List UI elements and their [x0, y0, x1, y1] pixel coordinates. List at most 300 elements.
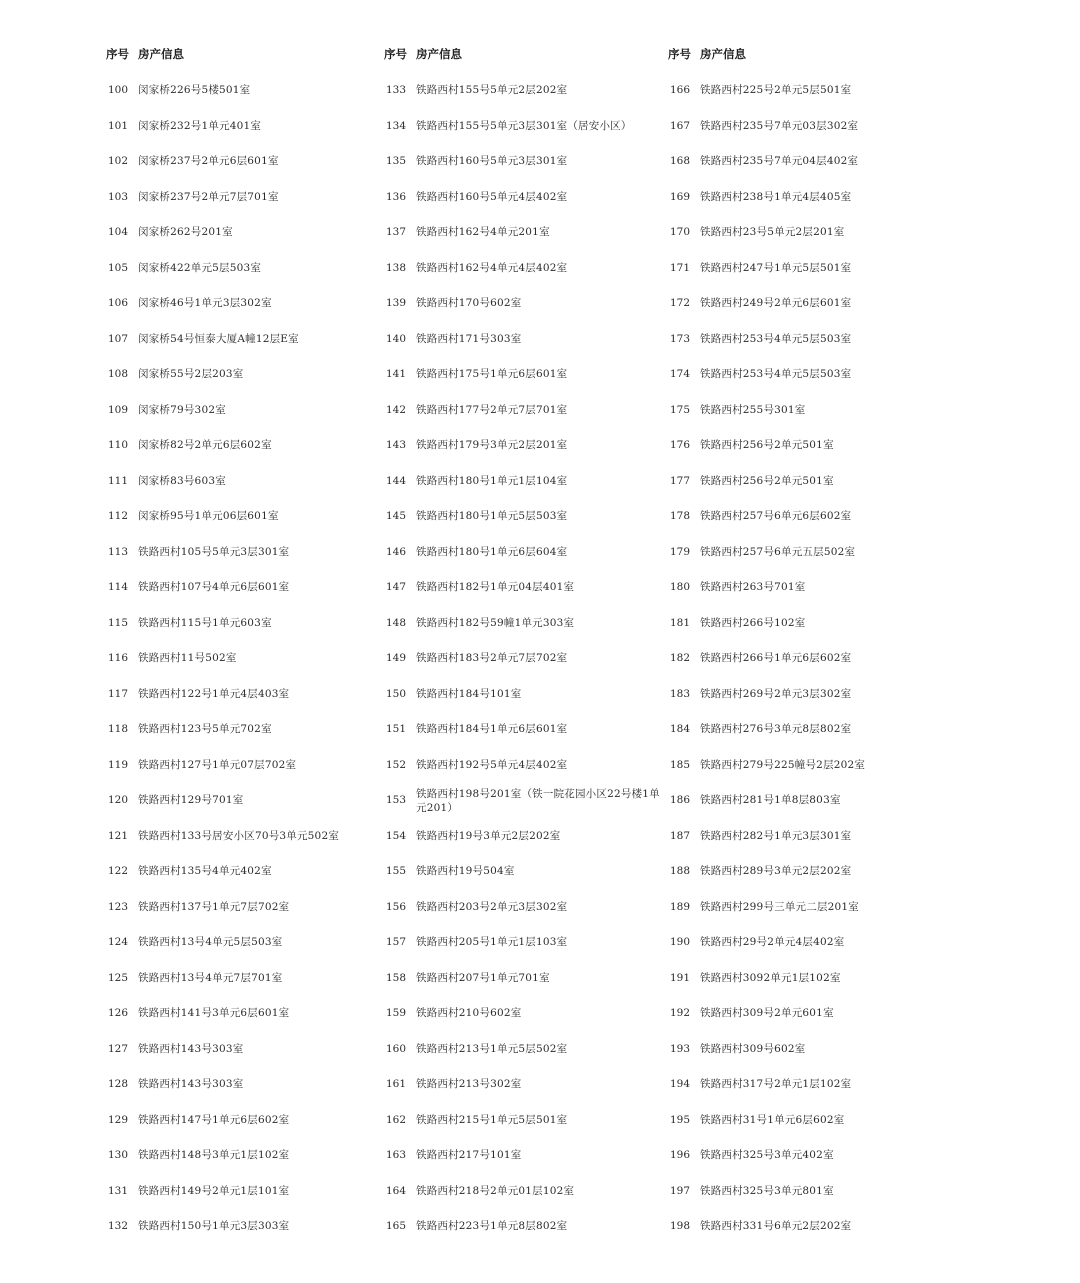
property-info: 闵家桥262号201室: [138, 226, 233, 238]
list-item: [662, 1103, 962, 1139]
serial-number: 144: [386, 474, 407, 487]
list-item: [100, 180, 370, 216]
list-item: [100, 215, 370, 251]
property-info: 铁路西村257号6单元6层602室: [700, 510, 852, 522]
property-info: 铁路西村257号6单元五层502室: [700, 545, 856, 558]
list-item: [100, 428, 370, 464]
property-info: 铁路西村31号1单元6层602室: [700, 1113, 845, 1126]
property-info: 铁路西村160号5单元3层301室: [416, 155, 568, 167]
serial-number-header: 序号: [668, 47, 691, 61]
property-info: 铁路西村253号4单元5层503室: [700, 368, 852, 380]
serial-number: 128: [108, 1078, 129, 1090]
property-info: 铁路西村253号4单元5层503室: [700, 332, 852, 345]
serial-number: 146: [386, 545, 407, 558]
property-info: 铁路西村331号6单元2层202室: [700, 1220, 852, 1232]
property-info: 铁路西村182号1单元04层401室: [416, 581, 575, 593]
serial-number: 152: [386, 758, 407, 771]
list-item: [662, 393, 962, 429]
list-item: [662, 464, 962, 500]
list-item: [100, 393, 370, 429]
list-item: [100, 890, 370, 926]
list-rows: [662, 73, 962, 1245]
serial-number: 135: [386, 155, 407, 167]
list-item: [662, 961, 962, 997]
list-item: [662, 535, 962, 571]
serial-number: 132: [108, 1220, 129, 1232]
serial-number: 150: [386, 687, 407, 700]
list-item: [100, 251, 370, 287]
property-info: 闵家桥237号2单元6层601室: [138, 155, 279, 167]
property-info: 铁路西村325号3单元402室: [700, 1149, 834, 1161]
property-info: 铁路西村162号4单元201室: [416, 226, 550, 238]
serial-number: 134: [386, 119, 407, 132]
list-rows: [378, 73, 663, 1245]
property-info: 铁路西村3092单元1层102室: [700, 971, 841, 984]
list-item: [100, 73, 370, 109]
list-item: [378, 712, 663, 748]
property-info: 铁路西村192号5单元4层402室: [416, 758, 568, 771]
property-info: 铁路西村115号1单元603室: [138, 616, 272, 629]
list-item: [100, 1138, 370, 1174]
property-info: 铁路西村213号1单元5层502室: [416, 1042, 568, 1055]
property-info: 铁路西村256号2单元501室: [700, 474, 834, 487]
property-info: 铁路西村256号2单元501室: [700, 439, 834, 451]
list-item: [378, 251, 663, 287]
serial-number: 101: [108, 119, 129, 132]
list-item: [378, 1174, 663, 1210]
serial-number: 151: [386, 723, 407, 735]
property-info: 闵家桥55号2层203室: [138, 368, 244, 380]
property-info: 铁路西村175号1单元6层601室: [416, 368, 568, 380]
property-info: 铁路西村133号居安小区70号3单元502室: [138, 829, 340, 842]
serial-number: 113: [108, 545, 129, 558]
serial-number: 160: [386, 1042, 407, 1055]
list-item: [662, 144, 962, 180]
list-item: [100, 748, 370, 784]
serial-number: 148: [386, 616, 407, 629]
list-item: [100, 677, 370, 713]
property-info: 铁路西村135号4单元402室: [138, 865, 272, 877]
list-item: [100, 641, 370, 677]
serial-number: 161: [386, 1078, 407, 1090]
property-info: 铁路西村309号602室: [700, 1042, 806, 1055]
serial-number: 131: [108, 1184, 129, 1197]
serial-number: 129: [108, 1113, 129, 1126]
property-info: 铁路西村266号102室: [700, 616, 806, 629]
serial-number: 181: [670, 616, 691, 629]
list-item: [378, 180, 663, 216]
list-item: [662, 677, 962, 713]
property-info: 铁路西村309号2单元601室: [700, 1007, 834, 1019]
serial-number: 137: [386, 226, 407, 238]
serial-number: 142: [386, 403, 407, 416]
property-info: 铁路西村282号1单元3层301室: [700, 829, 852, 842]
property-info: 闵家桥79号302室: [138, 403, 226, 416]
list-item: [662, 890, 962, 926]
list-item: [378, 1067, 663, 1103]
list-item: [100, 286, 370, 322]
property-info: 闵家桥46号1单元3层302室: [138, 297, 272, 309]
list-item: [378, 464, 663, 500]
serial-number: 125: [108, 971, 129, 984]
list-item: [100, 854, 370, 890]
serial-number: 126: [108, 1007, 129, 1019]
list-item: [100, 1032, 370, 1068]
list-item: [100, 322, 370, 358]
serial-number: 172: [670, 297, 691, 309]
list-item: [662, 854, 962, 890]
serial-number: 189: [670, 900, 691, 913]
list-item: [378, 1209, 663, 1245]
property-info: 铁路西村180号1单元5层503室: [416, 510, 568, 522]
serial-number: 108: [108, 368, 129, 380]
list-item: [378, 393, 663, 429]
property-info: 铁路西村184号101室: [416, 687, 522, 700]
list-item: [662, 1174, 962, 1210]
serial-number: 162: [386, 1113, 407, 1126]
list-item: [100, 925, 370, 961]
serial-number: 194: [670, 1078, 691, 1090]
serial-number: 119: [108, 758, 129, 771]
list-item: [662, 215, 962, 251]
list-item: [378, 890, 663, 926]
serial-number: 188: [670, 865, 691, 877]
serial-number: 145: [386, 510, 407, 522]
serial-number: 121: [108, 829, 129, 842]
serial-number: 133: [386, 84, 407, 96]
serial-number: 124: [108, 936, 129, 948]
property-info: 铁路西村160号5单元4层402室: [416, 190, 568, 203]
list-item: [100, 819, 370, 855]
serial-number: 118: [108, 723, 129, 735]
serial-number: 102: [108, 155, 129, 167]
serial-number: 176: [670, 439, 691, 451]
property-info: 铁路西村13号4单元5层503室: [138, 936, 283, 948]
list-item: [100, 570, 370, 606]
list-item: [100, 783, 370, 819]
list-item: [100, 1209, 370, 1245]
serial-number: 187: [670, 829, 691, 842]
property-info: 铁路西村255号301室: [700, 403, 806, 416]
serial-number: 193: [670, 1042, 691, 1055]
property-info-header: 房产信息: [416, 47, 462, 61]
serial-number: 143: [386, 439, 407, 451]
list-item: [662, 1138, 962, 1174]
serial-number: 168: [670, 155, 691, 167]
list-item: [100, 109, 370, 145]
serial-number: 195: [670, 1113, 691, 1126]
serial-number: 184: [670, 723, 691, 735]
serial-number: 159: [386, 1007, 407, 1019]
property-info: 铁路西村19号504室: [416, 865, 515, 877]
list-item: [662, 606, 962, 642]
serial-number: 173: [670, 332, 691, 345]
serial-number: 139: [386, 297, 407, 309]
list-item: [378, 570, 663, 606]
property-info: 铁路西村147号1单元6层602室: [138, 1113, 290, 1126]
property-info: 铁路西村180号1单元1层104室: [416, 474, 568, 487]
serial-number: 167: [670, 119, 691, 132]
list-item: [662, 286, 962, 322]
property-info: 铁路西村127号1单元07层702室: [138, 758, 297, 771]
property-info: 铁路西村180号1单元6层604室: [416, 545, 568, 558]
serial-number: 122: [108, 865, 129, 877]
property-info: 铁路西村207号1单元701室: [416, 971, 550, 984]
list-item: [662, 996, 962, 1032]
property-info: 铁路西村123号5单元702室: [138, 723, 272, 735]
serial-number: 114: [108, 581, 129, 593]
list-item: [100, 1174, 370, 1210]
list-item: [662, 73, 962, 109]
list-item: [100, 996, 370, 1032]
list-item: [378, 783, 663, 819]
property-info: 铁路西村177号2单元7层701室: [416, 403, 568, 416]
list-item: [662, 570, 962, 606]
property-info: 铁路西村317号2单元1层102室: [700, 1078, 852, 1090]
serial-number: 105: [108, 261, 129, 274]
property-info: 铁路西村143号303室: [138, 1042, 244, 1055]
property-info: 铁路西村171号303室: [416, 332, 522, 345]
property-info: 闵家桥82号2单元6层602室: [138, 439, 272, 451]
list-item: [100, 357, 370, 393]
serial-number: 140: [386, 332, 407, 345]
serial-number: 186: [670, 794, 691, 806]
serial-number: 190: [670, 936, 691, 948]
serial-number: 192: [670, 1007, 691, 1019]
serial-number: 100: [108, 84, 129, 96]
property-info: 闵家桥237号2单元7层701室: [138, 190, 279, 203]
property-info: 铁路西村150号1单元3层303室: [138, 1220, 290, 1232]
list-item: [378, 499, 663, 535]
property-info: 铁路西村137号1单元7层702室: [138, 900, 290, 913]
property-info: 铁路西村210号602室: [416, 1007, 522, 1019]
serial-number: 180: [670, 581, 691, 593]
list-item: [100, 464, 370, 500]
property-info: 铁路西村13号4单元7层701室: [138, 971, 283, 984]
serial-number: 107: [108, 332, 129, 345]
list-item: [378, 641, 663, 677]
column-header: [100, 46, 370, 66]
list-item: [662, 428, 962, 464]
list-item: [100, 1067, 370, 1103]
property-info: 铁路西村107号4单元6层601室: [138, 581, 290, 593]
property-info: 铁路西村162号4单元4层402室: [416, 261, 568, 274]
list-item: [100, 961, 370, 997]
serial-number: 136: [386, 190, 407, 203]
serial-number: 127: [108, 1042, 129, 1055]
property-info: 铁路西村29号2单元4层402室: [700, 936, 845, 948]
serial-number: 156: [386, 900, 407, 913]
list-item: [378, 109, 663, 145]
property-info: 闵家桥232号1单元401室: [138, 119, 262, 132]
serial-number: 104: [108, 226, 129, 238]
property-info: 铁路西村281号1单8层803室: [700, 794, 841, 806]
property-info: 闵家桥54号恒泰大厦A幢12层E室: [138, 332, 299, 345]
property-info: 铁路西村182号59幢1单元303室: [416, 616, 575, 629]
property-info: 铁路西村299号三单元二层201室: [700, 900, 859, 913]
list-item: [662, 322, 962, 358]
property-info: 铁路西村141号3单元6层601室: [138, 1007, 290, 1019]
property-info: 铁路西村235号7单元03层302室: [700, 119, 859, 132]
list-column-1: [100, 0, 370, 1283]
serial-number: 178: [670, 510, 691, 522]
property-info: 铁路西村289号3单元2层202室: [700, 865, 852, 877]
serial-number: 106: [108, 297, 129, 309]
serial-number: 149: [386, 652, 407, 664]
list-item: [378, 357, 663, 393]
property-info: 铁路西村266号1单元6层602室: [700, 652, 852, 664]
list-item: [100, 712, 370, 748]
list-item: [662, 180, 962, 216]
list-item: [662, 712, 962, 748]
property-info: 铁路西村170号602室: [416, 297, 522, 309]
property-info: 铁路西村325号3单元801室: [700, 1184, 834, 1197]
property-info: 铁路西村155号5单元3层301室（居安小区）: [416, 119, 632, 132]
property-info: 闵家桥226号5楼501室: [138, 84, 251, 96]
property-info: 铁路西村217号101室: [416, 1149, 522, 1161]
serial-number: 182: [670, 652, 691, 664]
serial-number: 169: [670, 190, 691, 203]
list-item: [662, 109, 962, 145]
list-item: [662, 499, 962, 535]
property-info: 铁路西村269号2单元3层302室: [700, 687, 852, 700]
property-info: 铁路西村105号5单元3层301室: [138, 545, 290, 558]
list-item: [662, 641, 962, 677]
serial-number: 163: [386, 1149, 407, 1161]
serial-number: 109: [108, 403, 129, 416]
property-info-header: 房产信息: [138, 47, 184, 61]
property-info: 铁路西村235号7单元04层402室: [700, 155, 859, 167]
serial-number-header: 序号: [106, 47, 129, 61]
list-item: [378, 961, 663, 997]
serial-number: 165: [386, 1220, 407, 1232]
serial-number: 154: [386, 829, 407, 842]
serial-number: 141: [386, 368, 407, 380]
serial-number: 110: [108, 439, 129, 451]
list-item: [378, 819, 663, 855]
list-item: [378, 854, 663, 890]
serial-number: 153: [386, 794, 407, 806]
serial-number: 120: [108, 794, 129, 806]
list-item: [662, 1067, 962, 1103]
list-item: [100, 144, 370, 180]
column-header: [662, 46, 962, 66]
list-item: [662, 819, 962, 855]
property-info: 铁路西村179号3单元2层201室: [416, 439, 568, 451]
list-item: [100, 606, 370, 642]
property-info: 铁路西村149号2单元1层101室: [138, 1184, 290, 1197]
list-item: [378, 322, 663, 358]
property-info: 铁路西村238号1单元4层405室: [700, 190, 852, 203]
serial-number-header: 序号: [384, 47, 407, 61]
property-info: 闵家桥422单元5层503室: [138, 261, 262, 274]
property-info: 铁路西村218号2单元01层102室: [416, 1184, 575, 1197]
serial-number: 174: [670, 368, 691, 380]
serial-number: 147: [386, 581, 407, 593]
property-info: 铁路西村148号3单元1层102室: [138, 1149, 290, 1161]
property-info: 铁路西村225号2单元5层501室: [700, 84, 852, 96]
list-item: [378, 1032, 663, 1068]
property-info: 闵家桥83号603室: [138, 474, 226, 487]
serial-number: 115: [108, 616, 129, 629]
list-item: [662, 1032, 962, 1068]
property-info: 铁路西村279号225幢号2层202室: [700, 758, 866, 771]
list-item: [378, 428, 663, 464]
serial-number: 116: [108, 652, 129, 664]
list-column-3: [662, 0, 962, 1283]
property-info: 铁路西村11号502室: [138, 652, 237, 664]
list-item: [378, 925, 663, 961]
serial-number: 164: [386, 1184, 407, 1197]
serial-number: 185: [670, 758, 691, 771]
list-column-2: [378, 0, 663, 1283]
list-item: [662, 1209, 962, 1245]
list-item: [378, 748, 663, 784]
serial-number: 171: [670, 261, 691, 274]
property-info: 铁路西村276号3单元8层802室: [700, 723, 852, 735]
list-item: [662, 783, 962, 819]
serial-number: 197: [670, 1184, 691, 1197]
serial-number: 111: [108, 474, 129, 487]
serial-number: 123: [108, 900, 129, 913]
list-item: [378, 286, 663, 322]
serial-number: 179: [670, 545, 691, 558]
property-info: 铁路西村205号1单元1层103室: [416, 936, 568, 948]
property-info: 铁路西村223号1单元8层802室: [416, 1220, 568, 1232]
serial-number: 103: [108, 190, 129, 203]
property-info: 铁路西村198号201室（铁一院花园小区22号楼1单元201）: [416, 787, 660, 814]
serial-number: 183: [670, 687, 691, 700]
serial-number: 158: [386, 971, 407, 984]
column-header: [378, 46, 663, 66]
serial-number: 138: [386, 261, 407, 274]
property-info-header: 房产信息: [700, 47, 746, 61]
list-item: [378, 1138, 663, 1174]
serial-number: 175: [670, 403, 691, 416]
property-info: 铁路西村183号2单元7层702室: [416, 652, 568, 664]
list-item: [378, 606, 663, 642]
serial-number: 166: [670, 84, 691, 96]
list-item: [378, 996, 663, 1032]
list-item: [662, 748, 962, 784]
property-info: 铁路西村203号2单元3层302室: [416, 900, 568, 913]
list-item: [378, 144, 663, 180]
property-info: 铁路西村184号1单元6层601室: [416, 723, 568, 735]
property-info: 铁路西村247号1单元5层501室: [700, 261, 852, 274]
serial-number: 112: [108, 510, 129, 522]
list-item: [378, 1103, 663, 1139]
serial-number: 155: [386, 865, 407, 877]
list-item: [662, 251, 962, 287]
list-item: [662, 357, 962, 393]
serial-number: 177: [670, 474, 691, 487]
serial-number: 191: [670, 971, 691, 984]
serial-number: 117: [108, 687, 129, 700]
property-info: 铁路西村143号303室: [138, 1078, 244, 1090]
serial-number: 157: [386, 936, 407, 948]
property-info: 闵家桥95号1单元06层601室: [138, 510, 279, 522]
list-item: [100, 1103, 370, 1139]
serial-number: 130: [108, 1149, 129, 1161]
property-info: 铁路西村249号2单元6层601室: [700, 297, 852, 309]
property-info: 铁路西村215号1单元5层501室: [416, 1113, 568, 1126]
list-item: [378, 677, 663, 713]
list-item: [100, 499, 370, 535]
list-item: [378, 73, 663, 109]
property-info: 铁路西村19号3单元2层202室: [416, 829, 561, 842]
list-item: [100, 535, 370, 571]
serial-number: 170: [670, 226, 691, 238]
